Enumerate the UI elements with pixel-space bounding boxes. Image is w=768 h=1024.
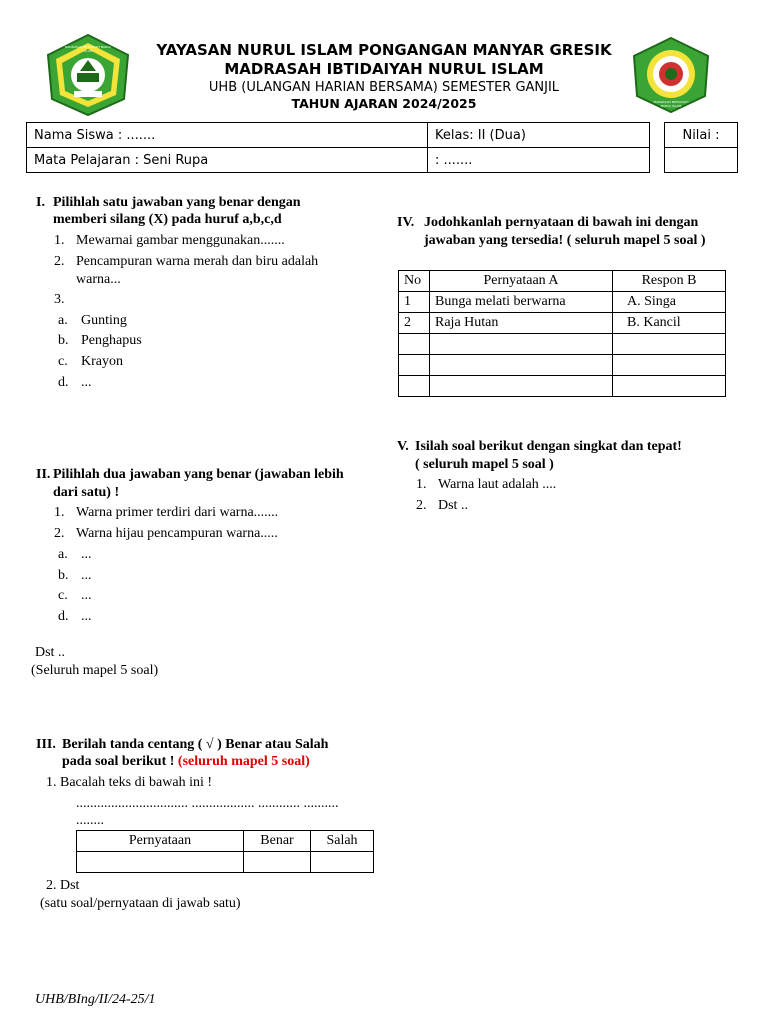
match-header-no: No <box>399 271 430 292</box>
kelas-cell: Kelas: II (Dua) <box>428 123 650 148</box>
header-school: MADRASAH IBTIDAIYAH NURUL ISLAM <box>224 60 544 78</box>
section-5-title-line2: ( seluruh mapel 5 soal ) <box>415 457 554 472</box>
s2-dst: Dst .. <box>35 645 65 660</box>
s1-opt-b-text: Penghapus <box>81 333 142 348</box>
section-2-title-line2: dari satu) ! <box>53 485 120 500</box>
s1-opt-a-letter: a. <box>58 313 68 328</box>
s3-q2: 2. Dst <box>46 878 80 893</box>
s1-q1-text: Mewarnai gambar menggunakan....... <box>76 233 285 248</box>
s5-q2-text: Dst .. <box>438 498 468 513</box>
true-false-table <box>76 830 374 873</box>
section-1-title-line1: Pilihlah satu jawaban yang benar dengan <box>53 195 301 210</box>
s5-q1-text: Warna laut adalah .... <box>438 477 557 492</box>
s1-opt-c-letter: c. <box>58 354 68 369</box>
s1-q1-num: 1. <box>54 233 65 248</box>
s1-q2-text: Pencampuran warna merah dan biru adalah <box>76 254 319 269</box>
s3-dots-line1: ................................ .................. ............ .......... <box>76 796 339 811</box>
tf-cell-benar[interactable] <box>244 852 311 873</box>
match-row-a: Bunga melati berwarna <box>430 292 613 313</box>
s2-opt-a-text: ... <box>81 547 92 562</box>
section-3-title-line2-main: pada soal berikut ! <box>62 754 178 769</box>
match-row-a[interactable] <box>430 376 613 397</box>
nama-siswa-cell[interactable]: Nama Siswa : ....... <box>27 123 428 148</box>
section-4-title-line1: Jodohkanlah pernyataan di bawah ini dengan <box>424 215 699 230</box>
nilai-table <box>664 122 738 173</box>
s2-opt-b-letter: b. <box>58 568 69 583</box>
s5-q2-num: 2. <box>416 498 427 513</box>
s2-opt-c-letter: c. <box>58 588 68 603</box>
section-3-title-line1: Berilah tanda centang ( √ ) Benar atau Salah <box>62 737 329 752</box>
s3-note: (satu soal/pernyataan di jawab satu) <box>40 896 241 911</box>
match-row-a[interactable] <box>430 355 613 376</box>
tf-header-salah: Salah <box>311 831 374 852</box>
match-row-no: 1 <box>399 292 430 313</box>
match-row-b[interactable] <box>613 376 726 397</box>
match-row <box>399 292 726 313</box>
match-row <box>399 334 726 355</box>
s1-opt-d-text: ... <box>81 375 92 390</box>
logo-left-text: MADRASAH IBTIDAIYAH NURUL ISLAM <box>64 45 112 53</box>
match-row-no[interactable] <box>399 355 430 376</box>
section-2-number: II. <box>36 467 51 482</box>
match-row-b: A. Singa <box>613 292 726 313</box>
s5-q1-num: 1. <box>416 477 427 492</box>
match-row-no[interactable] <box>399 334 430 355</box>
s1-q3-num: 3. <box>54 292 65 307</box>
s2-opt-b-text: ... <box>81 568 92 583</box>
match-row <box>399 313 726 334</box>
section-4-title-line2: jawaban yang tersedia! ( seluruh mapel 5 soal ) <box>424 233 706 248</box>
tf-header-pernyataan: Pernyataan <box>77 831 244 852</box>
s2-q1-text: Warna primer terdiri dari warna....... <box>76 505 279 520</box>
section-3-number: III. <box>36 737 56 752</box>
match-row-no[interactable] <box>399 376 430 397</box>
s2-opt-a-letter: a. <box>58 547 68 562</box>
header-foundation: YAYASAN NURUL ISLAM PONGANGAN MANYAR GRESIK <box>156 41 612 59</box>
tf-cell-pernyataan[interactable] <box>77 852 244 873</box>
section-5-number: V. <box>397 439 409 454</box>
match-header-a: Pernyataan A <box>430 271 613 292</box>
nilai-box[interactable] <box>665 148 738 173</box>
logo-right-text: MADRASAH IBTIDAIYAH NURUL ISLAM <box>653 100 689 108</box>
match-row-no: 2 <box>399 313 430 334</box>
section-4-number: IV. <box>397 215 415 230</box>
tf-cell-salah[interactable] <box>311 852 374 873</box>
s1-opt-b-letter: b. <box>58 333 69 348</box>
match-row <box>399 376 726 397</box>
matching-table <box>398 270 726 397</box>
header-year: TAHUN AJARAN 2024/2025 <box>291 96 477 111</box>
s1-opt-c-text: Krayon <box>81 354 123 369</box>
match-header-b: Respon B <box>613 271 726 292</box>
s3-dots-line2: ........ <box>76 813 104 828</box>
s2-q1-num: 1. <box>54 505 65 520</box>
nilai-label: Nilai : <box>665 123 738 148</box>
match-row-a: Raja Hutan <box>430 313 613 334</box>
match-row-b[interactable] <box>613 334 726 355</box>
s1-opt-a-text: Gunting <box>81 313 127 328</box>
match-row-b[interactable] <box>613 355 726 376</box>
s2-opt-d-letter: d. <box>58 609 69 624</box>
section-2-title-line1: Pilihlah dua jawaban yang benar (jawaban lebih <box>53 467 344 482</box>
match-row <box>399 355 726 376</box>
footer-code: UHB/BIng/II/24-25/1 <box>35 992 156 1007</box>
match-row-a[interactable] <box>430 334 613 355</box>
s2-q2-num: 2. <box>54 526 65 541</box>
section-1-number: I. <box>36 195 45 210</box>
s1-opt-d-letter: d. <box>58 375 69 390</box>
dots-cell[interactable]: : ....... <box>428 148 650 173</box>
section-1-title-line2: memberi silang (X) pada huruf a,b,c,d <box>53 212 282 227</box>
s2-note: (Seluruh mapel 5 soal) <box>31 663 159 678</box>
s1-q2-text-cont: warna... <box>76 272 121 287</box>
s3-q1: 1. Bacalah teks di bawah ini ! <box>46 775 213 790</box>
section-3-title-note: (seluruh mapel 5 soal) <box>177 754 310 769</box>
match-row-b: B. Kancil <box>613 313 726 334</box>
section-3-title-line2 <box>62 753 310 771</box>
section-5-title-line1: Isilah soal berikut dengan singkat dan tepat! <box>415 439 682 454</box>
mata-pelajaran-cell: Mata Pelajaran : Seni Rupa <box>27 148 428 173</box>
identity-table <box>26 122 650 173</box>
s2-opt-d-text: ... <box>81 609 92 624</box>
s2-q2-text: Warna hijau pencampuran warna..... <box>76 526 278 541</box>
tf-header-benar: Benar <box>244 831 311 852</box>
s1-q2-num: 2. <box>54 254 65 269</box>
header-exam: UHB (ULANGAN HARIAN BERSAMA) SEMESTER GANJIL <box>208 80 560 95</box>
s2-opt-c-text: ... <box>81 588 92 603</box>
